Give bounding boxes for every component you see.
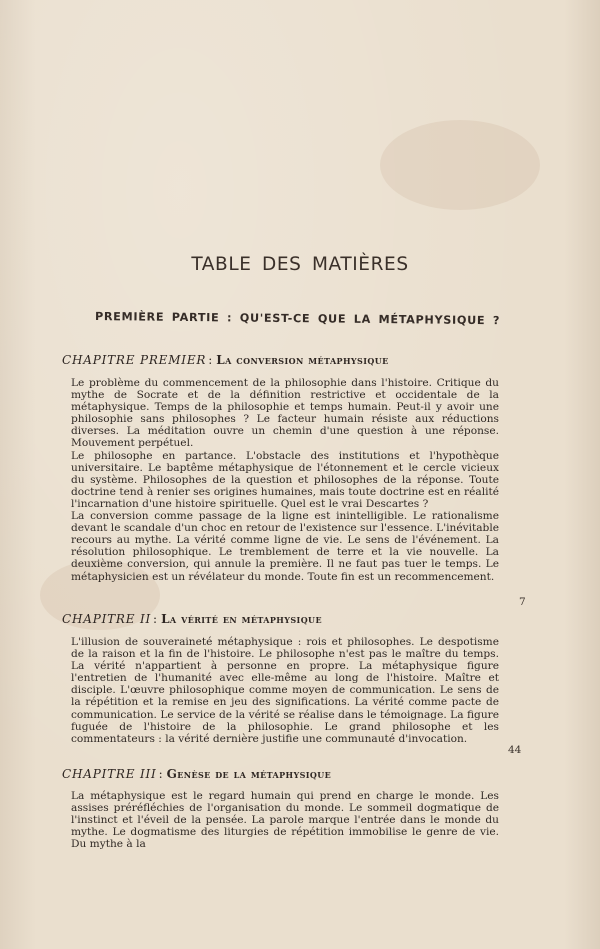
chapter-heading-3: CHAPITRE III : Genèse de la métaphysique <box>62 767 332 781</box>
summary-paragraph: La conversion comme passage de la ligne est inintelligible. Le rationalisme devant le scandale d'un choc en retour de l'existence sur l'essence. L'inévitable recours au mythe. La vérité comme ligne de vie. Le sens de l'événement. La résolution philosophique. Le tremblement de terre et la vie nouvelle. La deuxième conversion, qui annule la première. Il ne faut pas tuer le temps. Le métaphysicien est un révélateur du monde. Toute fin est un recommencement. <box>71 510 499 583</box>
chapter-title: Genèse de la métaphysique <box>166 767 332 781</box>
page-number-chapter-1: 7 <box>519 596 526 608</box>
page-number-chapter-2: 44 <box>508 744 522 756</box>
chapter-title: La vérité en métaphysique <box>161 612 322 626</box>
part-heading: PREMIÈRE PARTIE : QU'EST-CE QUE LA MÉTAPHYSIQUE ? <box>94 310 501 328</box>
chapter-title: La conversion métaphysique <box>216 353 389 367</box>
page-title: TABLE DES MATIÈRES <box>191 254 409 275</box>
chapter-3-summary <box>71 790 499 850</box>
summary-paragraph: La métaphysique est le regard humain qui prend en charge le monde. Les assises préréfléchies de l'organisation du monde. Le sommeil dogmatique de l'instinct et l'éveil de la pensée. La parole marque l'entrée dans le monde du mythe. Le dogmatisme des liturgies de répétition immobilise le genre de vie. Du mythe à la <box>71 790 499 851</box>
summary-paragraph: Le problème du commencement de la philosophie dans l'histoire. Critique du mythe de Socrate et de la définition restrictive et occidentale de la métaphysique. Temps de la philosophie et temps humain. Peut-il y avoir une philosophie sans philosophes ? Le facteur humain résiste aux réductions diverses. La méditation ouvre un chemin d'une question à une réponse. Mouvement perpétuel. <box>71 377 499 450</box>
chapter-heading-1: CHAPITRE PREMIER : La conversion métaphysique <box>62 353 389 367</box>
chapter-heading-2: CHAPITRE II : La vérité en métaphysique <box>62 612 322 626</box>
chapter-label: CHAPITRE III <box>62 767 157 781</box>
chapter-1-summary <box>71 377 499 583</box>
chapter-label: CHAPITRE PREMIER <box>62 353 207 367</box>
chapter-label: CHAPITRE II <box>62 612 152 626</box>
summary-paragraph: Le philosophe en partance. L'obstacle des institutions et l'hypothèque universitaire. Le baptême métaphysique de l'étonnement et le cercle vicieux du système. Philosophes de la question et philosophes de la réponse. Toute doctrine tend à renier ses origines humaines, mais toute doctrine est en réalité l'incarnation d'une histoire spirituelle. Quel est le vrai Descartes ? <box>71 449 499 510</box>
chapter-2-summary <box>71 636 499 745</box>
summary-paragraph: L'illusion de souveraineté métaphysique : rois et philosophes. Le despotisme de la raison et la fin de l'histoire. Le philosophe n'est pas le maître du temps. La vérité n'appartient à personne en propre. La métaphysique figure l'entretien de l'humanité avec elle-même au long de l'histoire. Maître et disciple. L'œuvre philosophique comme moyen de communication. Le sens de la répétition et la remise en jeu des significations. La vérité comme pacte de communication. Le service de la vérité se réalise dans le témoignage. La figure fuguée de l'histoire de la philosophie. Le grand philosophe et les commentateurs : la vérité dernière justifie une communauté d'invocation. <box>71 636 499 745</box>
paper-stain <box>380 120 540 210</box>
